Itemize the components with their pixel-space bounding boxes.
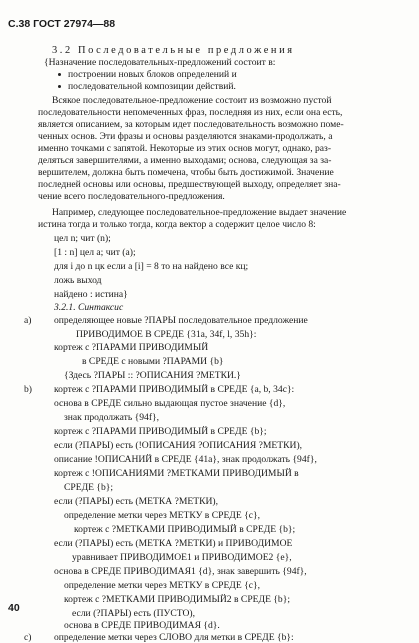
rule-line: кортеж с ?МЕТКАМИ ПРИВОДИМЫЙ в СРЕДЕ {b};	[74, 524, 296, 535]
item-marker: a)	[24, 315, 32, 326]
rule-line: если (?ПАРЫ) есть (МЕТКА ?МЕТКИ),	[54, 496, 219, 507]
page-header: С.38 ГОСТ 27974—88	[8, 18, 116, 30]
paragraph-line: деляться завершителями, а именно выходами; основа, следующая за за-	[38, 155, 332, 166]
rule-line: кортеж с ?МЕТКАМИ ПРИВОДИМЫЙ2 в СРЕДЕ {b};	[64, 594, 291, 605]
rule-line: если (?ПАРЫ) есть (!ОПИСАНИЯ ?ОПИСАНИЯ ?МЕТКИ),	[54, 440, 303, 451]
section-title: 3.2 Последовательные предложения	[52, 45, 295, 56]
rule-line: кортеж с ?ПАРАМИ ПРИВОДИМЫЙ в СРЕДЕ {a, b, 34c}:	[54, 384, 295, 395]
code-line: для i до n цк если а [i] = 8 то на найдено все кц;	[54, 261, 249, 272]
paragraph-line: чение всего последовательного-предложения.	[38, 191, 225, 202]
item-marker: c)	[24, 632, 32, 643]
bullet-icon	[58, 85, 61, 88]
rule-line: основа в СРЕДЕ ПРИВОДИМАЯ {d}.	[64, 620, 220, 631]
paragraph-line: вершителем, должна быть помечена, чтобы быть достижимой. Значение	[38, 167, 334, 178]
code-line: ложь выход	[54, 275, 102, 286]
rule-line: основа в СРЕДЕ ПРИВОДИМАЯ1 {d}, знак завершить {94f},	[54, 566, 307, 577]
bullet-icon	[58, 73, 61, 76]
rule-line: основа в СРЕДЕ сильно выдающая пустое значение {d},	[54, 398, 286, 409]
list-item: построении новых блоков определений и	[68, 69, 237, 80]
rule-line: определение метки через МЕТКУ в СРЕДЕ {c},	[64, 580, 260, 591]
paragraph-line: ченных основ. Эти фразы и основы разделяются знаками-продолжать, а	[38, 131, 333, 142]
paragraph-line: Всякое последовательное-предложение состоит из возможно пустой	[52, 95, 332, 106]
rule-comment: {Здесь ?ПАРЫ :: ?ОПИСАНИЯ ?МЕТКИ.}	[64, 370, 241, 381]
rule-line: кортеж с ?ПАРАМИ ПРИВОДИМЫЙ в СРЕДЕ {b};	[54, 426, 267, 437]
paragraph-line: последовательности непомеченных фраз, последняя из них, если она есть,	[38, 107, 343, 118]
paragraph-line: истина тогда и только тогда, когда вектор а содержит целое число 8:	[38, 219, 316, 230]
rule-line: определение метки через СЛОВО для метки в СРЕДЕ {b}:	[54, 632, 294, 643]
subsection-title: 3.2.1. Синтаксис	[54, 302, 124, 313]
rule-line: в СРЕДЕ с новыми ?ПАРАМИ {b}	[82, 356, 224, 367]
code-line: [1 : n] цел а; чит (а);	[54, 247, 136, 258]
rule-line: определяющее новые ?ПАРЫ последовательное предложение	[54, 315, 308, 326]
rule-line: кортеж с !ОПИСАНИЯМИ ?МЕТКАМИ ПРИВОДИМЫЙ в	[54, 468, 299, 479]
rule-line: определение метки через МЕТКУ в СРЕДЕ {c},	[64, 510, 260, 521]
page-number: 40	[8, 602, 20, 614]
code-line: цел n; чит (n);	[54, 233, 111, 244]
item-marker: b)	[24, 384, 32, 395]
rule-line: описание !ОПИСАНИЙ в СРЕДЕ {41a}, знак продолжать {94f},	[54, 454, 317, 465]
list-item: последовательной композиции действий.	[68, 81, 236, 92]
rule-line: если (?ПАРЫ) есть (ПУСТО),	[72, 608, 195, 619]
rule-line: если (?ПАРЫ) есть (МЕТКА ?МЕТКИ) и ПРИВОДИМОЕ	[54, 538, 293, 549]
paragraph-line: является описанием, за которым идет последовательность возможно поме-	[38, 119, 344, 130]
rule-line: знак продолжать {94f},	[64, 412, 160, 423]
paragraph-line: последней основы или основы, предшествующей выходу, определяет зна-	[38, 179, 341, 190]
paragraph-line: именно точками с запятой. Некоторые из этих основ могут, однако, раз-	[38, 143, 332, 154]
rule-line: уравнивает ПРИВОДИМОЕ1 и ПРИВОДИМОЕ2 {e},	[72, 552, 292, 563]
rule-line: ПРИВОДИМОЕ В СРЕДЕ {31a, 34f, l, 35h}:	[76, 329, 257, 340]
rule-line: кортеж с ?ПАРАМИ ПРИВОДИМЫЙ	[54, 342, 209, 353]
rule-line: СРЕДЕ {b};	[64, 482, 114, 493]
code-line: найдено : истина}	[54, 289, 128, 300]
text-line: {Назначение последовательных-предложений состоит в:	[44, 57, 276, 68]
paragraph-line: Например, следующее последовательное-предложение выдает значение	[52, 207, 347, 218]
